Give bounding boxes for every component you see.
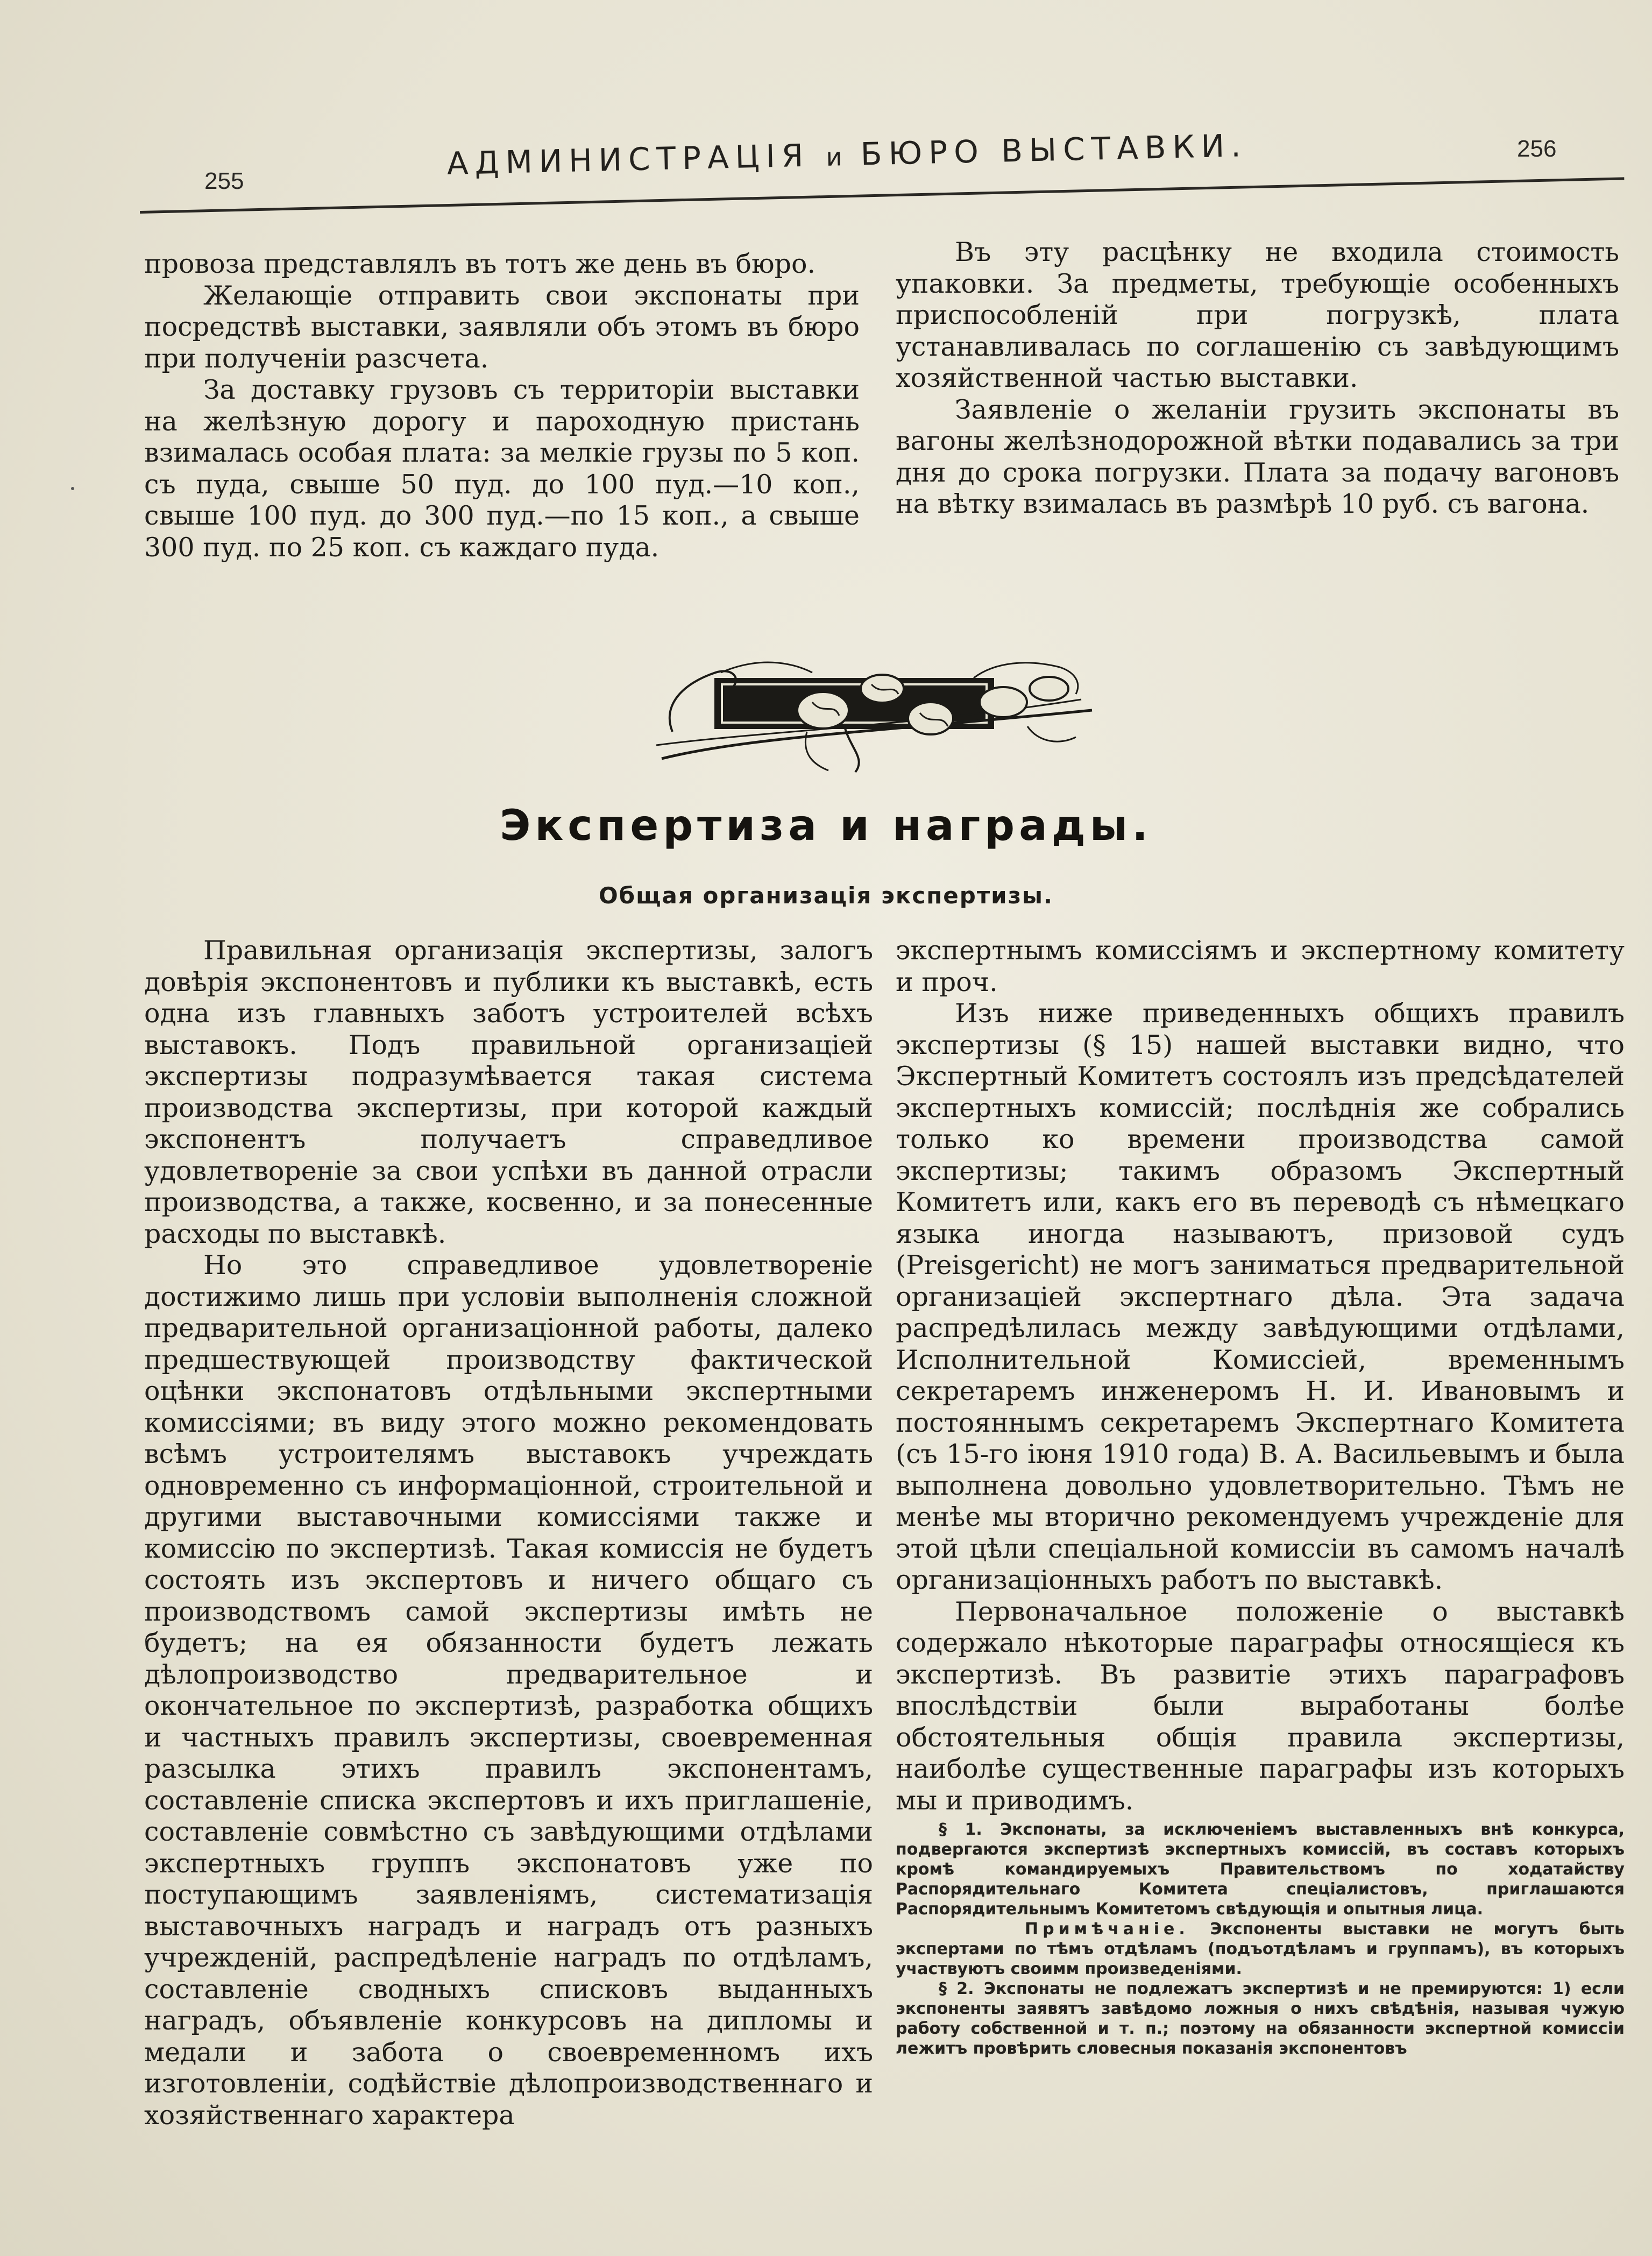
rules-excerpt — [896, 1820, 1625, 2059]
running-header — [140, 108, 1625, 215]
bottom-right-column — [896, 935, 1625, 2059]
bottom-left-column — [144, 935, 873, 2131]
paragraph: За доставку грузовъ съ территоріи выставки на желѣзную дорогу и пароходную пристань взималась особая плата: за мелкіе грузы по 5 коп. съ пуда, свыше 50 пуд. до 100 пуд.—10 коп., свыше 100 пуд. до 300 пуд.—по 15 коп., а свыше 300 пуд. по 25 коп. съ каждаго пуда. — [144, 374, 860, 563]
paragraph: Правильная организація экспертизы, залогъ довѣрія экспонентовъ и публики къ выставкѣ, есть одна изъ главныхъ заботъ устроителей всѣхъ выставокъ. Подъ правильной организаціей экспертизы подразумѣвается такая система производства экспертизы, при которой каждый экспонентъ получаетъ справедливое удовлетвореніе за свои успѣхи въ данной отрасли производства, а также, косвенно, и за понесенные расходы по выставкѣ. — [144, 935, 873, 1249]
note-text: Экспоненты выставки не могутъ быть экспертами по тѣмъ отдѣламъ (подъотдѣламъ и группамъ), въ которыхъ участвуютъ своимм произведеніями. — [896, 1920, 1625, 1978]
top-left-column — [144, 249, 860, 563]
page-number-right: 256 — [1517, 136, 1557, 162]
running-title-part2: БЮРО ВЫСТАВКИ. — [860, 127, 1248, 173]
running-title-conj: и — [825, 142, 845, 172]
paragraph: Но это справедливое удовлетвореніе достижимо лишь при условіи выполненія сложной предварительной организаціонной работы, далеко предшествующей производству фактической оцѣнки экспонатовъ отдѣльными экспертными комиссіями; въ виду этого можно рекомендовать всѣмъ устроителямъ выставокъ учреждать одновременно съ информаціонной, строительной и другими выставочными комиссіями также и комиссію по экспертизѣ. Такая комиссія не будетъ состоять изъ экспертовъ и ничего общаго съ производствомъ самой экспертизы имѣть не будетъ; на ея обязанности будетъ лежать дѣлопроизводство предварительное и окончательное по экспертизѣ, разработка общихъ и частныхъ правилъ экспертизы, своевременная разсылка этихъ правилъ экспонентамъ, составленіе списка экспертовъ и ихъ приглашеніе, составленіе совмѣстно съ завѣдующими отдѣлами экспертныхъ группъ экспонатовъ уже по поступающимъ заявленіямъ, систематизація выставочныхъ наградъ и наградъ отъ разныхъ учрежденій, распредѣленіе наградъ по отдѣламъ, составленіе сводныхъ списковъ выданныхъ наградъ, объявленіе конкурсовъ на дипломы и медали и забота о своевременномъ ихъ изготовленіи, содѣйствіе дѣлопроизводственнаго и хозяйственнаго характера — [144, 1250, 873, 2131]
page-number-left: 255 — [204, 168, 244, 194]
floral-ornament-icon — [651, 651, 1103, 775]
rule-paragraph-1: § 1. Экспонаты, за исключеніемъ выставленныхъ внѣ конкурса, подвергаются экспертизѣ экспертныхъ комиссій, въ составъ которыхъ кромѣ командируемыхъ Правительствомъ по ходатайству Распорядительнаго Комитета спеціалистовъ, приглашаются Распорядительнымъ Комитетомъ свѣдующія и опытныя лица. — [896, 1820, 1625, 1919]
paragraph: провоза представлялъ въ тотъ же день въ бюро. — [144, 249, 816, 279]
paragraph: экспертнымъ комиссіямъ и экспертному комитету и проч. — [896, 935, 1625, 998]
running-title — [446, 122, 1469, 182]
top-right-column — [896, 237, 1619, 520]
paragraph: Въ эту расцѣнку не входила стоимость упаковки. За предметы, требующіе особенныхъ приспособленій при погрузкѣ, плата устанавливалась по соглашенію съ завѣдующимъ хозяйственной частью выставки. — [896, 237, 1619, 393]
paper-speck — [71, 487, 74, 490]
paragraph: Изъ ниже приведенныхъ общихъ правилъ экспертизы (§ 15) нашей выставки видно, что Экспертный Комитетъ состоялъ изъ предсѣдателей экспертныхъ комиссій; послѣднія же собрались только ко времени производства самой экспертизы; такимъ образомъ Экспертный Комитетъ или, какъ его въ переводѣ съ нѣмецкаго языка иногда называютъ, призовой судъ (Preisgericht) не могъ заниматься предварительной организаціей экспертнаго дѣла. Эта задача распредѣлилась между завѣдующими отдѣлами, Исполнительной Комиссіей, временнымъ секретаремъ инженеромъ Н. И. Ивановымъ и постояннымъ секретаремъ Экспертнаго Комитета (съ 15-го іюня 1910 года) В. А. Васильевымъ и была выполнена довольно удовлетворительно. Тѣмъ не менѣе мы вторично рекомендуемъ учрежденіе для этой цѣли спеціальной комиссіи въ самомъ началѣ организаціонныхъ работъ по выставкѣ. — [896, 998, 1625, 1595]
paragraph: Первоначальное положеніе о выставкѣ содержало нѣкоторые параграфы относящіеся къ экспертизѣ. Въ развитіе этихъ параграфовъ впослѣдствіи были выработаны болѣе обстоятельныя общія правила экспертизы, наиболѣе существенные параграфы изъ которыхъ мы и приводимъ. — [896, 1596, 1625, 1816]
running-title-part1: АДМИНИСТРАЦІЯ — [446, 137, 810, 182]
paragraph: Желающіе отправить свои экспонаты при посредствѣ выставки, заявляли объ этомъ въ бюро при полученіи разсчета. — [144, 280, 860, 374]
paragraph: Заявленіе о желаніи грузить экспонаты въ вагоны желѣзнодорожной вѣтки подавались за три дня до срока погрузки. Плата за подачу вагоновъ на вѣтку взималась въ размѣрѣ 10 руб. съ вагона. — [896, 394, 1619, 519]
note-label: Примѣчаніе. — [1025, 1920, 1189, 1939]
rule-paragraph-2: § 2. Экспонаты не подлежатъ экспертизѣ и не премируются: 1) если экспоненты заявятъ завѣдомо ложныя о нихъ свѣдѣнія, называя чужую работу собственной и т. п.; поэтому на обязанности экспертной комиссіи лежитъ провѣрить словесныя показанія экспонентовъ — [896, 1979, 1625, 2058]
section-subtitle: Общая организація экспертизы. — [599, 882, 1053, 909]
rule-note — [896, 1919, 1625, 1979]
section-title: Экспертиза и награды. — [500, 802, 1152, 850]
